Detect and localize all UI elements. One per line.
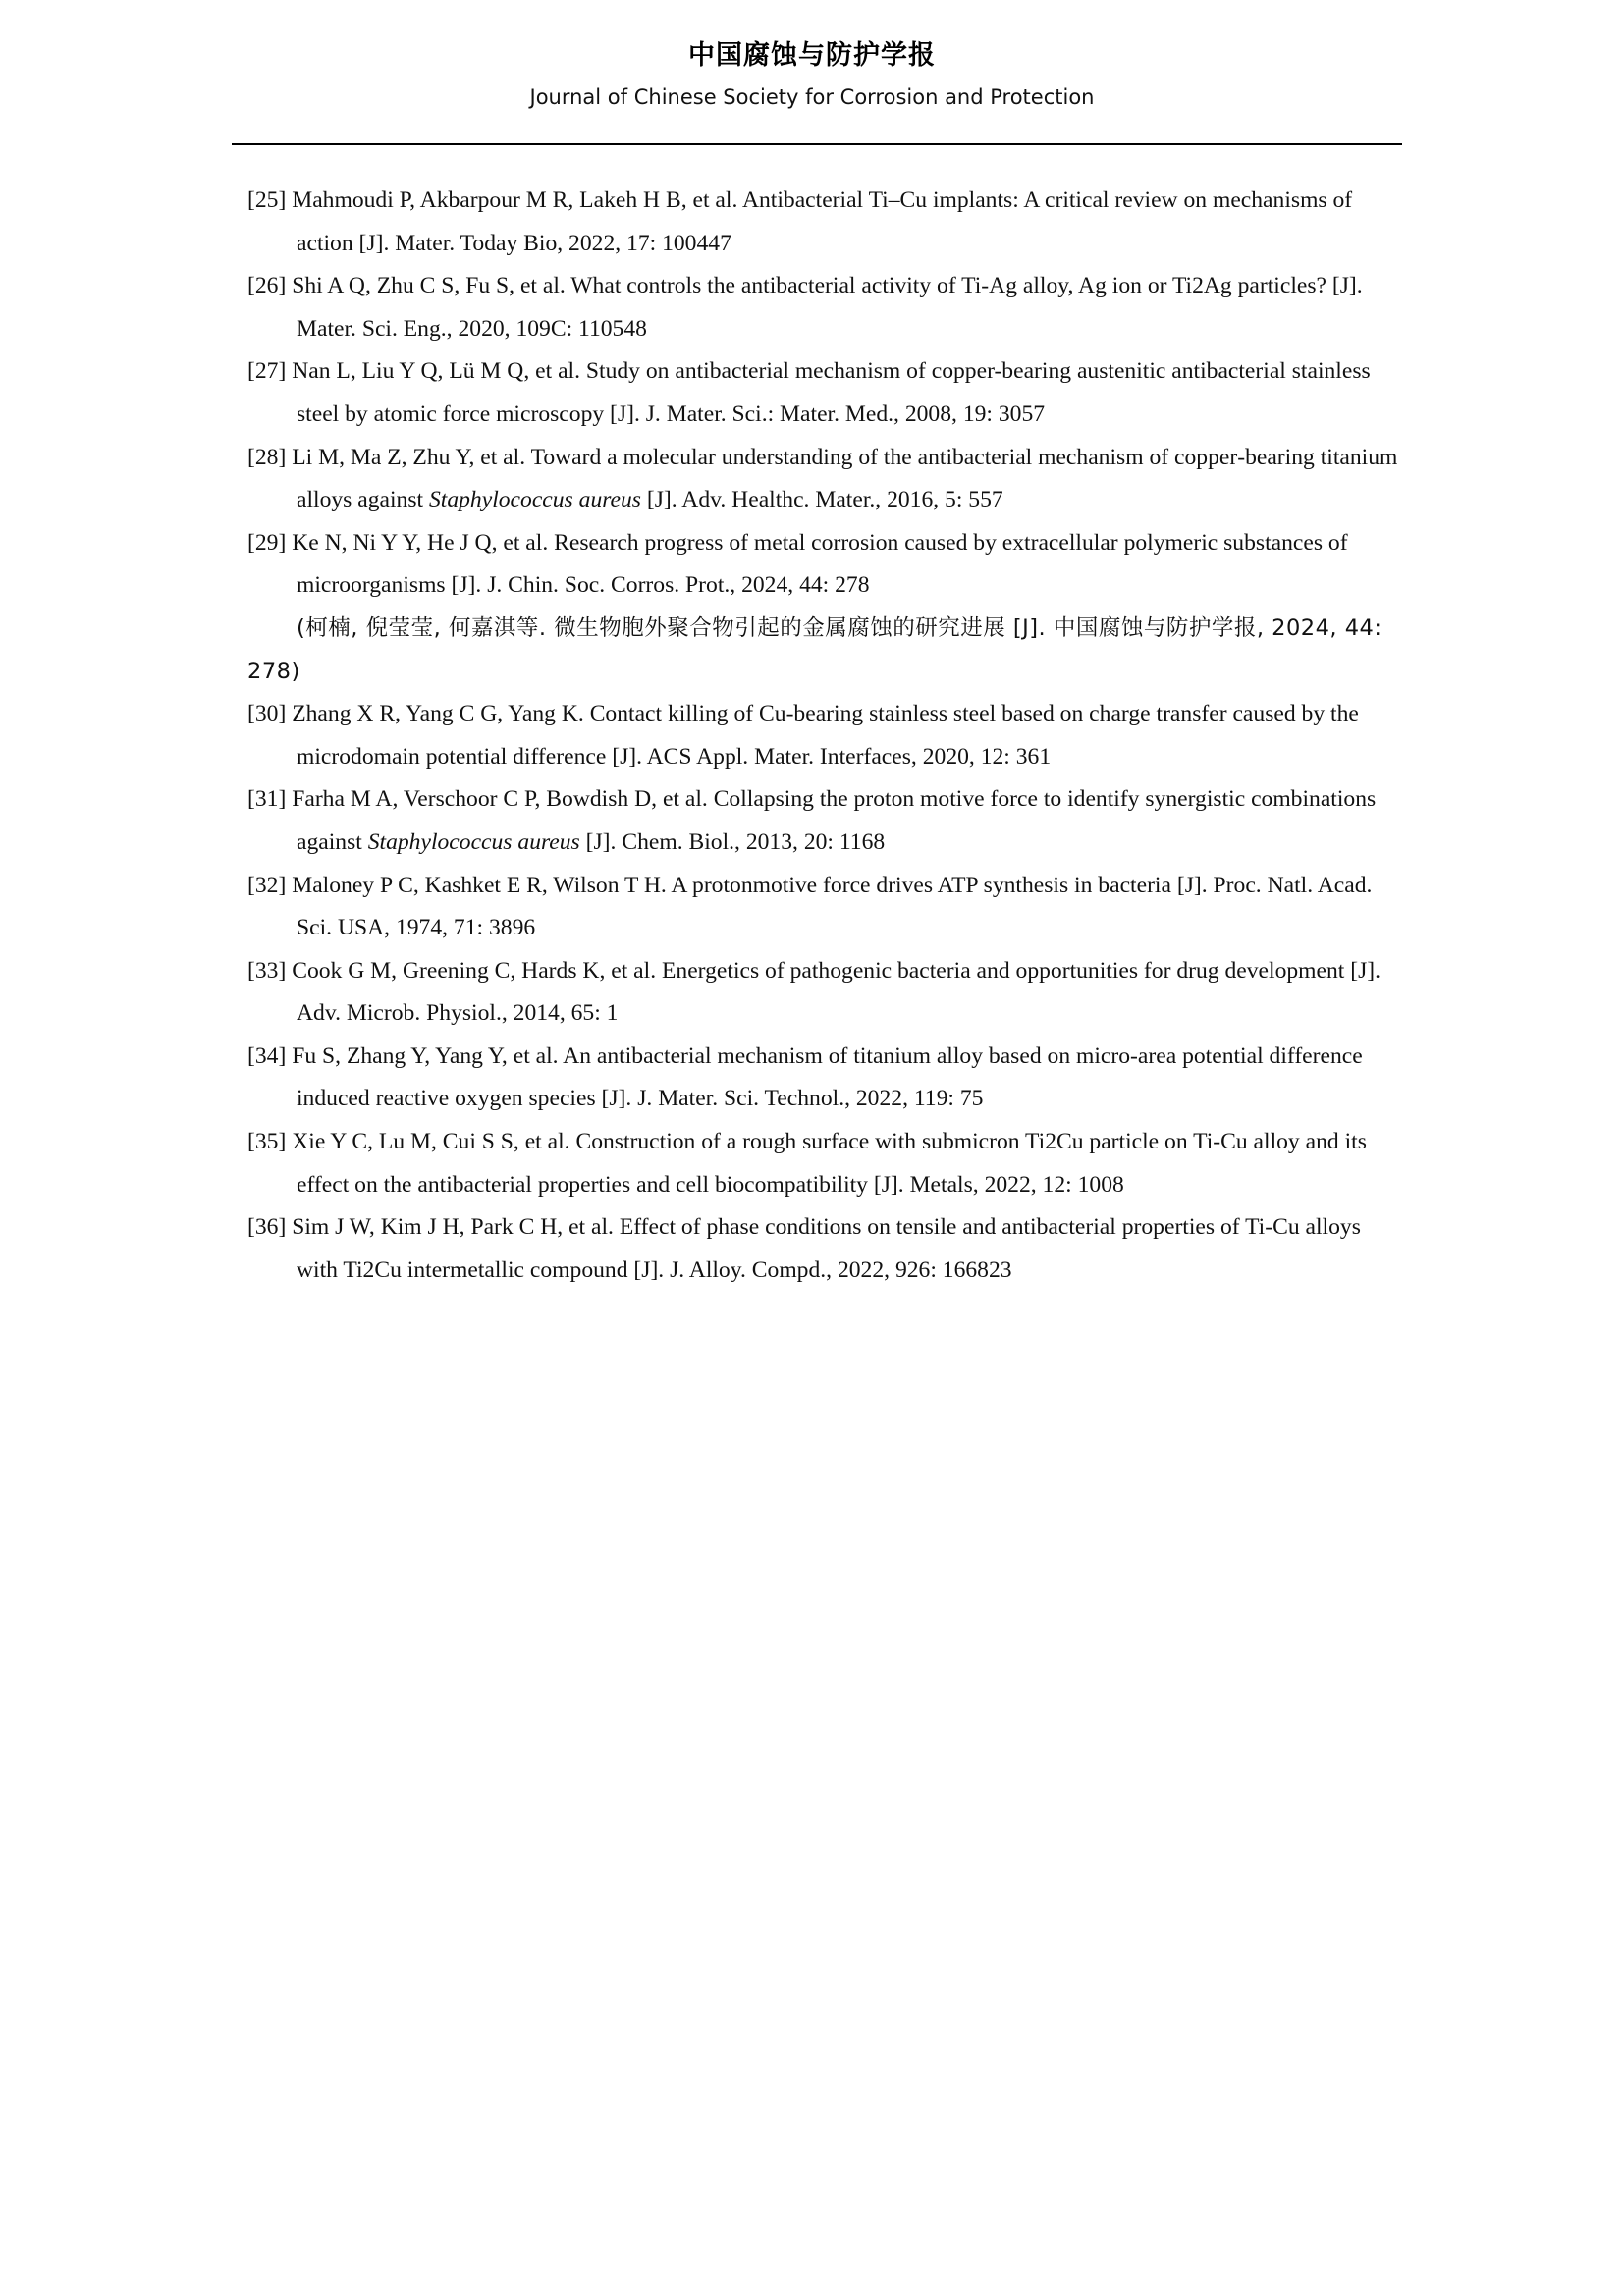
reference-text: Ke N, Ni Y Y, He J Q, et al. Research progress of metal corrosion caused by extracellular polymeric substances of microorganisms [J]. J. Chin. Soc. Corros. Prot., 2024, 44: 278 [292, 529, 1348, 599]
species-name: Staphylococcus aureus [367, 828, 580, 855]
reference-27 [247, 350, 1401, 436]
reference-text: Farha M A, Verschoor C P, Bowdish D, et al. Collapsing the proton motive force to identify synergistic combinations against [292, 786, 1377, 855]
reference-text-end: [J]. Adv. Healthc. Mater., 2016, 5: 557 [641, 487, 1003, 513]
reference-26 [247, 265, 1401, 350]
reference-list [247, 180, 1401, 1292]
reference-number: [28] [247, 444, 287, 470]
reference-number: [34] [247, 1042, 287, 1069]
reference-number: [25] [247, 187, 287, 213]
reference-29-chinese-note [247, 608, 1401, 693]
reference-30 [247, 693, 1401, 778]
reference-text-end: [J]. Chem. Biol., 2013, 20: 1168 [579, 828, 886, 855]
reference-number: [30] [247, 701, 287, 727]
journal-title-chinese: 中国腐蚀与防护学报 [688, 40, 936, 71]
chinese-citation: (柯楠, 倪莹莹, 何嘉淇等. 微生物胞外聚合物引起的金属腐蚀的研究进展 [J]. 中国腐蚀与防护学报, 2024, 44: 278) [247, 614, 1382, 684]
reference-number: [32] [247, 872, 287, 898]
reference-32 [247, 865, 1401, 950]
reference-35 [247, 1121, 1401, 1206]
reference-text: Sim J W, Kim J H, Park C H, et al. Effect of phase conditions on tensile and antibacterial properties of Ti-Cu alloys with Ti2Cu intermetallic compound [J]. J. Alloy. Compd., 2022, 926: 166823 [292, 1214, 1361, 1283]
reference-text: Zhang X R, Yang C G, Yang K. Contact killing of Cu-bearing stainless steel based on charge transfer caused by the microdomain potential difference [J]. ACS Appl. Mater. Interfaces, 2020, 12: 361 [292, 701, 1359, 770]
reference-33 [247, 950, 1401, 1036]
reference-text: Fu S, Zhang Y, Yang Y, et al. An antibacterial mechanism of titanium alloy based on micro-area potential difference induced reactive oxygen species [J]. J. Mater. Sci. Technol., 2022, 119: 75 [292, 1042, 1363, 1112]
reference-29 [247, 522, 1401, 608]
reference-text: Shi A Q, Zhu C S, Fu S, et al. What controls the antibacterial activity of Ti-Ag alloy, Ag ion or Ti2Ag particles? [J]. Mater. Sci. Eng., 2020, 109C: 110548 [292, 273, 1363, 342]
reference-25 [247, 180, 1401, 265]
reference-number: [29] [247, 529, 287, 556]
reference-number: [35] [247, 1129, 287, 1155]
reference-28 [247, 437, 1401, 522]
header-divider [232, 143, 1402, 145]
reference-number: [36] [247, 1214, 287, 1241]
reference-number: [33] [247, 957, 287, 984]
journal-title-english: Journal of Chinese Society for Corrosion and Protection [529, 85, 1095, 109]
reference-text: Cook G M, Greening C, Hards K, et al. Energetics of pathogenic bacteria and opportunities for drug development [J]. Adv. Microb. Physiol., 2014, 65: 1 [292, 957, 1381, 1027]
reference-31 [247, 778, 1401, 864]
reference-text: Nan L, Liu Y Q, Lü M Q, et al. Study on antibacterial mechanism of copper-bearing austenitic antibacterial stainless steel by atomic force microscopy [J]. J. Mater. Sci.: Mater. Med., 2008, 19: 3057 [292, 358, 1371, 427]
reference-text: Mahmoudi P, Akbarpour M R, Lakeh H B, et al. Antibacterial Ti–Cu implants: A critical review on mechanisms of action [J]. Mater. Today Bio, 2022, 17: 100447 [292, 187, 1353, 256]
reference-34 [247, 1036, 1401, 1121]
page-header [0, 35, 1624, 112]
reference-number: [27] [247, 358, 287, 385]
reference-number: [31] [247, 786, 287, 813]
reference-text: Xie Y C, Lu M, Cui S S, et al. Construction of a rough surface with submicron Ti2Cu particle on Ti-Cu alloy and its effect on the antibacterial properties and cell biocompatibility [J]. Metals, 2022, 12: 1008 [292, 1129, 1367, 1198]
reference-text: Li M, Ma Z, Zhu Y, et al. Toward a molecular understanding of the antibacterial mechanism of copper‑bearing titanium alloys against [292, 444, 1398, 513]
reference-text: Maloney P C, Kashket E R, Wilson T H. A protonmotive force drives ATP synthesis in bacteria [J]. Proc. Natl. Acad. Sci. USA, 1974, 71: 3896 [292, 872, 1373, 941]
species-name: Staphylococcus aureus [428, 487, 641, 513]
reference-number: [26] [247, 273, 287, 299]
reference-36 [247, 1206, 1401, 1292]
